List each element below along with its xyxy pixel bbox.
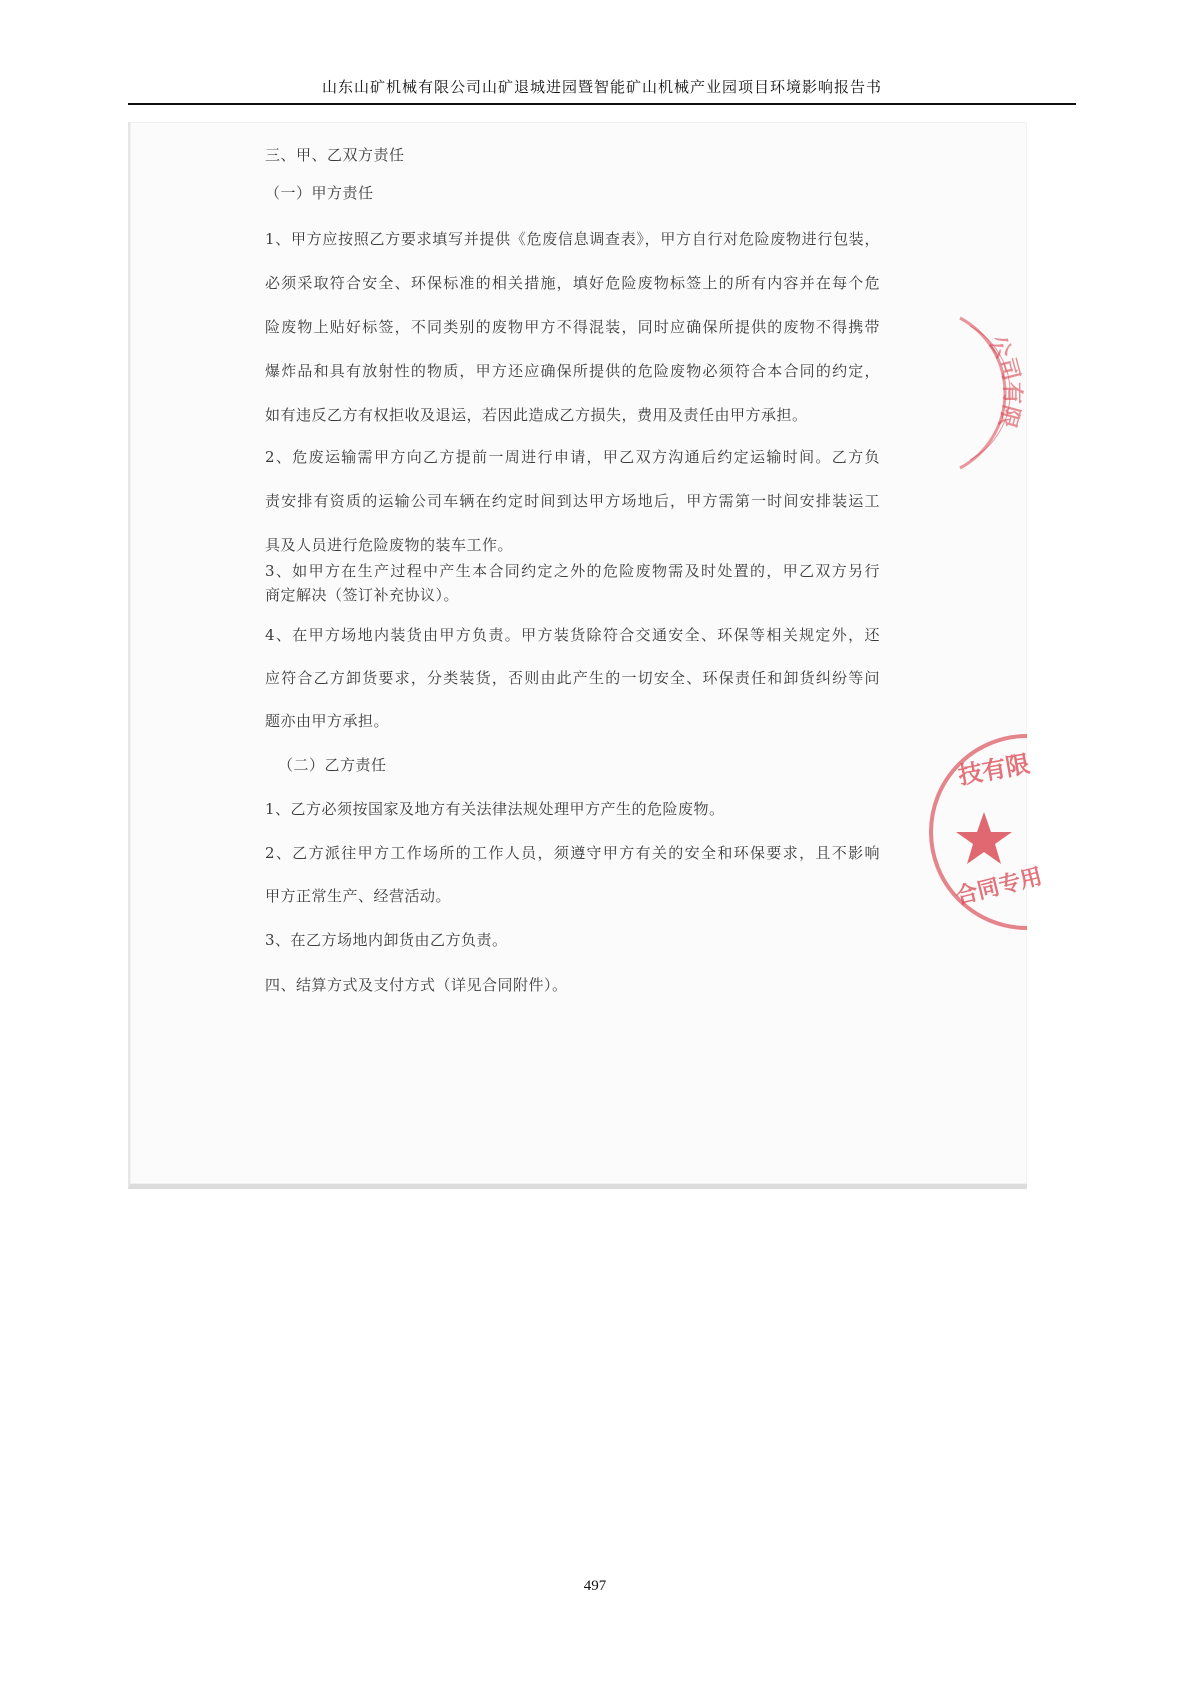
lower-contract-seal-icon xyxy=(953,732,1045,932)
scanned-contract-page xyxy=(128,122,1045,1189)
partA-line: 1、甲方应按照乙方要求填写并提供《危废信息调查表》，甲方自行对危险废物进行包装， xyxy=(265,230,880,248)
header-rule xyxy=(128,103,1076,105)
partB-line: 2、乙方派往甲方工作场所的工作人员，须遵守甲方有关的安全和环保要求，且不影响 xyxy=(265,844,880,862)
partA-line: 商定解决（签订补充协议）。 xyxy=(265,586,460,604)
partB-line: 1、乙方必须按国家及地方有关法律法规处理甲方产生的危险废物。 xyxy=(265,800,725,818)
partA-line: 险废物上贴好标签，不同类别的废物甲方不得混装，同时应确保所提供的废物不得携带 xyxy=(265,318,880,336)
partA-line: 3、如甲方在生产过程中产生本合同约定之外的危险废物需及时处置的，甲乙双方另行 xyxy=(265,562,880,580)
partA-line: 4、在甲方场地内装货由甲方负责。甲方装货除符合交通安全、环保等相关规定外，还 xyxy=(265,626,880,644)
partA-line: 爆炸品和具有放射性的物质，甲方还应确保所提供的危险废物必须符合本合同的约定， xyxy=(265,362,880,380)
partB-line: 3、在乙方场地内卸货由乙方负责。 xyxy=(265,931,508,949)
partA-line: 必须采取符合安全、环保标准的相关措施，填好危险废物标签上的所有内容并在每个危 xyxy=(265,274,880,292)
seal-star-icon xyxy=(956,812,1012,864)
page-header: 山东山矿机械有限公司山矿退城进园暨智能矿山机械产业园项目环境影响报告书 xyxy=(321,78,882,96)
partB-title: （二）乙方责任 xyxy=(278,756,387,774)
lower-seal-text-bottom: 合同专用 xyxy=(953,863,1045,910)
partA-line: 责安排有资质的运输公司车辆在约定时间到达甲方场地后，甲方需第一时间安排装运工 xyxy=(265,492,880,510)
partA-title: （一）甲方责任 xyxy=(265,184,374,202)
partA-line: 具及人员进行危险废物的装车工作。 xyxy=(265,536,514,554)
upper-seal-text: 公司有限 xyxy=(983,331,1026,431)
page-number: 497 xyxy=(583,1578,607,1594)
section3-title: 三、甲、乙双方责任 xyxy=(265,146,405,164)
lower-seal-text-top: 技有限 xyxy=(956,748,1032,790)
partA-line: 题亦由甲方承担。 xyxy=(265,712,390,730)
partB-line: 甲方正常生产、经营活动。 xyxy=(265,887,452,905)
svg-text:公司有限 xyxy=(983,331,1025,430)
partA-line: 应符合乙方卸货要求，分类装货，否则由此产生的一切安全、环保责任和卸货纠纷等问 xyxy=(265,669,880,687)
section4-title: 四、结算方式及支付方式（详见合同附件）。 xyxy=(265,976,568,994)
partA-line: 2、危废运输需甲方向乙方提前一周进行申请，甲乙双方沟通后约定运输时间。乙方负 xyxy=(265,448,880,466)
upper-company-seal-icon xyxy=(956,308,1027,478)
partA-line: 如有违反乙方有权拒收及退运，若因此造成乙方损失，费用及责任由甲方承担。 xyxy=(265,406,808,424)
